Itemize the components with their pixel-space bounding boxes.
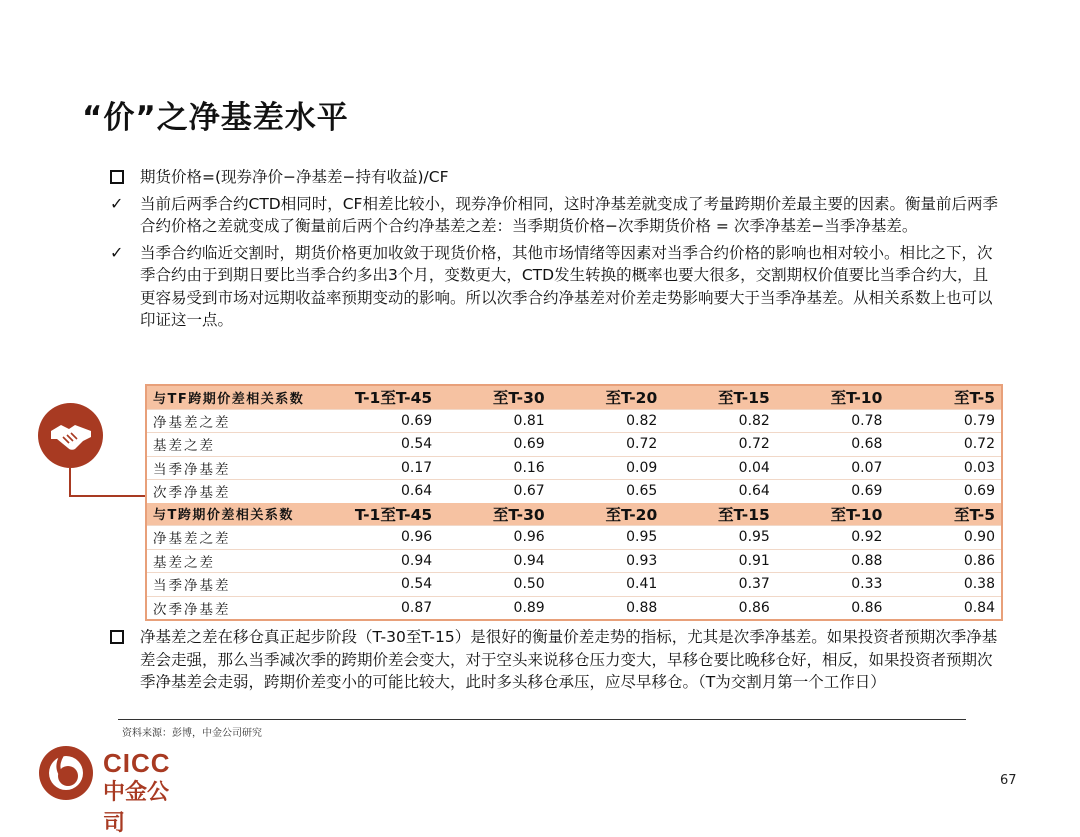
- connector-line: [69, 468, 71, 497]
- row-label: 净基差之差: [153, 531, 231, 548]
- table-header-cell: 至T-5: [888, 503, 1002, 526]
- table-cell: 0.72: [963, 436, 995, 453]
- table-cell: 0.64: [738, 483, 770, 500]
- bullet-list: [110, 166, 1000, 336]
- table-cell: 0.68: [851, 436, 883, 453]
- table-row: [146, 549, 1002, 573]
- table-header-row: [146, 385, 1002, 409]
- bullet-text: 当季合约临近交割时，期货价格更加收敛于现货价格，其他市场情绪等因素对当季合约价格的影响也相对较小。相比之下，次季合约由于到期日要比当季合约多出3个月，变数更大，CTD发生转换的概率也要大很多，交割期权价值要比当季合约大，且更容易受到市场对远期收益率预期变动的影响。所以次季合约净基差对价差走势影响要大于当季净基差。从相关系数上也可以印证这一点。: [140, 243, 993, 329]
- table-header-cell: 至T-20: [551, 385, 664, 409]
- connector-line: [69, 495, 146, 497]
- table-cell: 0.69: [851, 483, 883, 500]
- table-header-row: [146, 503, 1002, 526]
- table-cell: 0.92: [851, 529, 883, 546]
- table-header-cell: 至T-30: [438, 385, 551, 409]
- table-cell: 0.69: [400, 412, 433, 429]
- row-label: 当季净基差: [153, 461, 231, 478]
- page-number: 67: [1000, 773, 1017, 788]
- table-cell: 0.82: [626, 412, 658, 429]
- table-cell: 0.50: [513, 576, 545, 593]
- table-cell: 0.95: [738, 529, 770, 546]
- table-row: [146, 456, 1002, 480]
- conclusion-block: [110, 626, 1000, 698]
- table-cell: 0.95: [626, 529, 658, 546]
- table-cell: 0.79: [963, 412, 995, 429]
- correlation-table: [145, 384, 1003, 621]
- table-cell: 0.93: [626, 552, 658, 569]
- table-cell: 0.69: [963, 483, 995, 500]
- table-header-cell: 与TF跨期价差相关系数: [146, 385, 326, 409]
- bullet-item: [110, 242, 1000, 332]
- table-cell: 0.16: [513, 459, 545, 476]
- row-label: 次季净基差: [153, 601, 231, 618]
- checkbox-icon: [110, 626, 132, 651]
- handshake-icon: [38, 403, 103, 468]
- table-cell: 0.86: [738, 599, 770, 616]
- row-label: 基差之差: [153, 554, 215, 571]
- table-cell: 0.96: [400, 529, 433, 546]
- table-cell: 0.81: [513, 412, 545, 429]
- table-cell: 0.38: [963, 576, 995, 593]
- table-cell: 0.91: [738, 552, 770, 569]
- table-cell: 0.96: [513, 529, 545, 546]
- checkbox-icon: [110, 166, 132, 191]
- table-header-cell: 至T-5: [888, 385, 1002, 409]
- bullet-text: 期货价格=(现券净价−净基差−持有收益)/CF: [140, 168, 449, 186]
- table-header-cell: T-1至T-45: [326, 503, 439, 526]
- page-title: “价”之净基差水平: [82, 100, 349, 136]
- table-cell: 0.94: [513, 552, 545, 569]
- table-cell: 0.84: [963, 599, 995, 616]
- check-icon: ✓: [110, 193, 124, 213]
- table-cell: 0.65: [626, 483, 658, 500]
- table-cell: 0.17: [400, 459, 433, 476]
- table-cell: 0.64: [400, 483, 433, 500]
- logo-mark-icon: [38, 745, 94, 801]
- bullet-item: [110, 193, 1000, 238]
- bullet-item: [110, 626, 1000, 694]
- row-label: 净基差之差: [153, 414, 231, 431]
- source-note: 资料来源：彭博，中金公司研究: [122, 728, 262, 739]
- table-cell: 0.41: [626, 576, 658, 593]
- table-cell: 0.04: [738, 459, 770, 476]
- table-cell: 0.54: [400, 576, 433, 593]
- table-header-cell: 与T跨期价差相关系数: [146, 503, 326, 526]
- table-header-cell: 至T-10: [776, 385, 889, 409]
- table-cell: 0.72: [626, 436, 658, 453]
- table-cell: 0.90: [963, 529, 995, 546]
- table-cell: 0.88: [851, 552, 883, 569]
- table-header-cell: 至T-10: [776, 503, 889, 526]
- table-cell: 0.33: [851, 576, 883, 593]
- table-header-cell: 至T-20: [551, 503, 664, 526]
- table-cell: 0.87: [400, 599, 433, 616]
- divider: [118, 719, 966, 720]
- table-cell: 0.86: [851, 599, 883, 616]
- logo-text-cn: 中金公司: [103, 780, 170, 836]
- table-row: [146, 573, 1002, 597]
- table-cell: 0.88: [626, 599, 658, 616]
- table-cell: 0.78: [851, 412, 883, 429]
- table-cell: 0.03: [963, 459, 995, 476]
- table-cell: 0.89: [513, 599, 545, 616]
- table-header-cell: T-1至T-45: [326, 385, 439, 409]
- table-cell: 0.07: [851, 459, 883, 476]
- table-row: [146, 433, 1002, 457]
- bullet-text: 当前后两季合约CTD相同时，CF相差比较小，现券净价相同，这时净基差就变成了考量跨期价差最主要的因素。衡量前后两季合约价格之差就变成了衡量前后两个合约净基差之差：当季期货价格−次季期货价格 = 次季净基差−当季净基差。: [140, 194, 998, 235]
- row-label: 基差之差: [153, 438, 215, 455]
- table-header-cell: 至T-30: [438, 503, 551, 526]
- bullet-item: [110, 166, 1000, 189]
- check-icon: ✓: [110, 242, 124, 262]
- table-cell: 0.72: [738, 436, 770, 453]
- table-cell: 0.82: [738, 412, 770, 429]
- table-header-cell: 至T-15: [663, 503, 776, 526]
- table-cell: 0.86: [963, 552, 995, 569]
- table-cell: 0.54: [400, 436, 433, 453]
- logo-text-en: CICC: [103, 748, 171, 778]
- table-row: [146, 596, 1002, 620]
- table-header-cell: 至T-15: [663, 385, 776, 409]
- table-cell: 0.37: [738, 576, 770, 593]
- table-cell: 0.09: [626, 459, 658, 476]
- table-cell: 0.67: [513, 483, 545, 500]
- row-label: 当季净基差: [153, 578, 231, 595]
- table-row: [146, 409, 1002, 433]
- bullet-text: 净基差之差在移仓真正起步阶段（T-30至T-15）是很好的衡量价差走势的指标，尤其是次季净基差。如果投资者预期次季净基差会走强，那么当季减次季的跨期价差会变大，对于空头来说移仓压力变大，早移仓要比晚移仓好，相反，如果投资者预期次季净基差会走弱，跨期价差变小的可能比较大，此时多头移仓承压，应尽早移仓。（T为交割月第一个工作日）: [140, 628, 998, 691]
- table-row: [146, 526, 1002, 550]
- table-cell: 0.69: [513, 436, 545, 453]
- table-cell: 0.94: [400, 552, 433, 569]
- row-label: 次季净基差: [153, 485, 231, 502]
- table-row: [146, 480, 1002, 503]
- cicc-logo: [38, 745, 188, 836]
